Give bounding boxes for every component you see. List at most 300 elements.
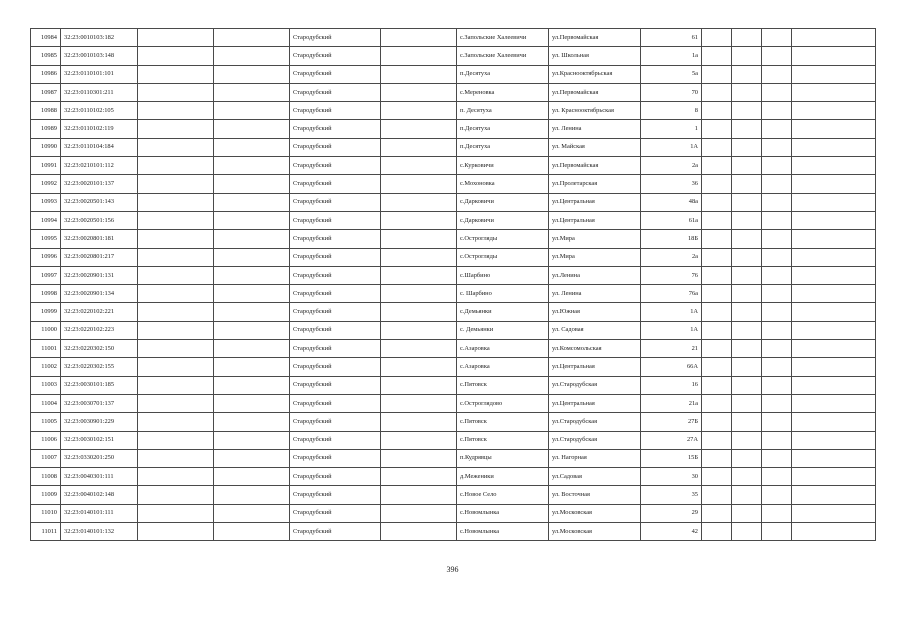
empty-cell xyxy=(214,65,290,83)
empty-cell xyxy=(732,138,762,156)
table-row xyxy=(31,431,876,449)
empty-cell xyxy=(792,193,876,211)
district-cell: Стародубский xyxy=(290,523,381,541)
empty-cell xyxy=(702,138,732,156)
empty-cell xyxy=(792,157,876,175)
house-number-cell: 61а xyxy=(641,211,702,229)
table-row xyxy=(31,321,876,339)
street-cell: ул.Первомайская xyxy=(549,83,641,101)
empty-cell xyxy=(381,413,457,431)
house-number-cell: 5а xyxy=(641,65,702,83)
empty-cell xyxy=(762,285,792,303)
empty-cell xyxy=(792,120,876,138)
empty-cell xyxy=(138,376,214,394)
empty-cell xyxy=(792,431,876,449)
street-cell: ул. Ленина xyxy=(549,120,641,138)
locality-cell: с.Острогляды xyxy=(457,248,549,266)
table-row xyxy=(31,376,876,394)
empty-cell xyxy=(732,413,762,431)
record-number-cell: 10985 xyxy=(31,47,61,65)
district-cell: Стародубский xyxy=(290,211,381,229)
district-cell: Стародубский xyxy=(290,102,381,120)
empty-cell xyxy=(762,358,792,376)
empty-cell xyxy=(732,193,762,211)
empty-cell xyxy=(732,376,762,394)
empty-cell xyxy=(762,83,792,101)
record-number-cell: 10994 xyxy=(31,211,61,229)
empty-cell xyxy=(732,431,762,449)
street-cell: ул.Комсомольская xyxy=(549,340,641,358)
record-number-cell: 11000 xyxy=(31,321,61,339)
empty-cell xyxy=(762,211,792,229)
district-cell: Стародубский xyxy=(290,138,381,156)
record-number-cell: 11010 xyxy=(31,504,61,522)
empty-cell xyxy=(762,376,792,394)
empty-cell xyxy=(792,449,876,467)
empty-cell xyxy=(381,138,457,156)
record-number-cell: 10992 xyxy=(31,175,61,193)
house-number-cell: 2а xyxy=(641,157,702,175)
empty-cell xyxy=(732,321,762,339)
record-number-cell: 11002 xyxy=(31,358,61,376)
house-number-cell: 21 xyxy=(641,340,702,358)
cadastral-number-cell: 32:23:0040301:111 xyxy=(61,468,138,486)
empty-cell xyxy=(138,394,214,412)
table-row xyxy=(31,486,876,504)
empty-cell xyxy=(381,504,457,522)
empty-cell xyxy=(732,65,762,83)
cadastral-number-cell: 32:23:0110301:211 xyxy=(61,83,138,101)
house-number-cell: 76 xyxy=(641,266,702,284)
record-number-cell: 10989 xyxy=(31,120,61,138)
cadastral-number-cell: 32:23:0140101:132 xyxy=(61,523,138,541)
cadastral-number-cell: 32:23:0110104:184 xyxy=(61,138,138,156)
record-number-cell: 11001 xyxy=(31,340,61,358)
house-number-cell: 18Б xyxy=(641,230,702,248)
table-row xyxy=(31,157,876,175)
empty-cell xyxy=(214,193,290,211)
empty-cell xyxy=(702,102,732,120)
record-number-cell: 10995 xyxy=(31,230,61,248)
empty-cell xyxy=(762,175,792,193)
empty-cell xyxy=(732,248,762,266)
locality-cell: п.Кудрявцы xyxy=(457,449,549,467)
locality-cell: с.Запольские Халеевичи xyxy=(457,47,549,65)
empty-cell xyxy=(732,303,762,321)
district-cell: Стародубский xyxy=(290,358,381,376)
empty-cell xyxy=(214,175,290,193)
empty-cell xyxy=(381,358,457,376)
empty-cell xyxy=(762,504,792,522)
empty-cell xyxy=(138,285,214,303)
table-row xyxy=(31,449,876,467)
empty-cell xyxy=(381,211,457,229)
house-number-cell: 16 xyxy=(641,376,702,394)
record-number-cell: 10987 xyxy=(31,83,61,101)
empty-cell xyxy=(381,102,457,120)
locality-cell: с.Мохоновка xyxy=(457,175,549,193)
cadastral-number-cell: 32:23:0110101:101 xyxy=(61,65,138,83)
empty-cell xyxy=(732,157,762,175)
empty-cell xyxy=(138,29,214,47)
house-number-cell: 36 xyxy=(641,175,702,193)
empty-cell xyxy=(732,29,762,47)
locality-cell: п.Десятуха xyxy=(457,65,549,83)
table-row xyxy=(31,65,876,83)
empty-cell xyxy=(702,303,732,321)
empty-cell xyxy=(792,394,876,412)
house-number-cell: 1А xyxy=(641,138,702,156)
cadastral-number-cell: 32:23:0220102:223 xyxy=(61,321,138,339)
empty-cell xyxy=(702,193,732,211)
empty-cell xyxy=(214,486,290,504)
empty-cell xyxy=(792,376,876,394)
empty-cell xyxy=(702,321,732,339)
cadastral-number-cell: 32:23:0010103:148 xyxy=(61,47,138,65)
empty-cell xyxy=(732,504,762,522)
empty-cell xyxy=(381,266,457,284)
locality-cell: с.Новое Село xyxy=(457,486,549,504)
record-number-cell: 10999 xyxy=(31,303,61,321)
empty-cell xyxy=(138,340,214,358)
street-cell: ул.Мира xyxy=(549,248,641,266)
house-number-cell: 76а xyxy=(641,285,702,303)
empty-cell xyxy=(732,175,762,193)
empty-cell xyxy=(702,29,732,47)
cadastral-number-cell: 32:23:0140101:111 xyxy=(61,504,138,522)
empty-cell xyxy=(732,102,762,120)
street-cell: ул.Ленина xyxy=(549,266,641,284)
house-number-cell: 42 xyxy=(641,523,702,541)
street-cell: ул.Московская xyxy=(549,504,641,522)
record-number-cell: 10998 xyxy=(31,285,61,303)
empty-cell xyxy=(792,83,876,101)
cadastral-number-cell: 32:23:0020501:156 xyxy=(61,211,138,229)
empty-cell xyxy=(762,523,792,541)
locality-cell: п. Десятуха xyxy=(457,102,549,120)
table-row xyxy=(31,102,876,120)
street-cell: ул.Стародубская xyxy=(549,413,641,431)
cadastral-number-cell: 32:23:0030102:151 xyxy=(61,431,138,449)
empty-cell xyxy=(214,230,290,248)
street-cell: ул.Стародубская xyxy=(549,431,641,449)
street-cell: ул. Школьная xyxy=(549,47,641,65)
empty-cell xyxy=(732,266,762,284)
empty-cell xyxy=(138,504,214,522)
house-number-cell: 21а xyxy=(641,394,702,412)
empty-cell xyxy=(762,340,792,358)
empty-cell xyxy=(792,266,876,284)
empty-cell xyxy=(732,394,762,412)
empty-cell xyxy=(214,157,290,175)
empty-cell xyxy=(381,47,457,65)
street-cell: ул.Краснооктябрьская xyxy=(549,65,641,83)
empty-cell xyxy=(138,47,214,65)
empty-cell xyxy=(732,120,762,138)
locality-cell: с.Дарковичи xyxy=(457,211,549,229)
record-number-cell: 10984 xyxy=(31,29,61,47)
table-row xyxy=(31,138,876,156)
house-number-cell: 29 xyxy=(641,504,702,522)
empty-cell xyxy=(138,303,214,321)
record-number-cell: 11005 xyxy=(31,413,61,431)
empty-cell xyxy=(381,285,457,303)
empty-cell xyxy=(762,102,792,120)
table-row xyxy=(31,303,876,321)
empty-cell xyxy=(792,523,876,541)
locality-cell: с.Острогляды xyxy=(457,230,549,248)
cadastral-number-cell: 32:23:0020801:181 xyxy=(61,230,138,248)
empty-cell xyxy=(381,230,457,248)
registry-rows xyxy=(31,29,876,541)
cadastral-number-cell: 32:23:0110102:105 xyxy=(61,102,138,120)
empty-cell xyxy=(702,248,732,266)
house-number-cell: 8 xyxy=(641,102,702,120)
empty-cell xyxy=(702,285,732,303)
cadastral-number-cell: 32:23:0030101:185 xyxy=(61,376,138,394)
street-cell: ул.Центральная xyxy=(549,394,641,412)
record-number-cell: 10996 xyxy=(31,248,61,266)
record-number-cell: 11003 xyxy=(31,376,61,394)
district-cell: Стародубский xyxy=(290,248,381,266)
empty-cell xyxy=(138,266,214,284)
cadastral-number-cell: 32:23:0220302:150 xyxy=(61,340,138,358)
empty-cell xyxy=(792,65,876,83)
empty-cell xyxy=(381,340,457,358)
table-row xyxy=(31,175,876,193)
district-cell: Стародубский xyxy=(290,157,381,175)
table-row xyxy=(31,266,876,284)
empty-cell xyxy=(214,340,290,358)
empty-cell xyxy=(702,358,732,376)
street-cell: ул.Первомайская xyxy=(549,157,641,175)
empty-cell xyxy=(381,303,457,321)
street-cell: ул.Центральная xyxy=(549,193,641,211)
empty-cell xyxy=(702,523,732,541)
house-number-cell: 35 xyxy=(641,486,702,504)
district-cell: Стародубский xyxy=(290,175,381,193)
table-row xyxy=(31,285,876,303)
table-row xyxy=(31,248,876,266)
locality-cell: с.Запольские Халеевичи xyxy=(457,29,549,47)
empty-cell xyxy=(214,468,290,486)
house-number-cell: 1А xyxy=(641,321,702,339)
empty-cell xyxy=(214,83,290,101)
empty-cell xyxy=(762,29,792,47)
empty-cell xyxy=(381,523,457,541)
empty-cell xyxy=(792,504,876,522)
empty-cell xyxy=(732,230,762,248)
district-cell: Стародубский xyxy=(290,486,381,504)
street-cell: ул.Первомайская xyxy=(549,29,641,47)
district-cell: Стародубский xyxy=(290,394,381,412)
locality-cell: с.Пятовск xyxy=(457,413,549,431)
empty-cell xyxy=(792,248,876,266)
empty-cell xyxy=(702,266,732,284)
empty-cell xyxy=(702,83,732,101)
page-number: 396 xyxy=(446,565,459,574)
cadastral-number-cell: 32:23:0020101:137 xyxy=(61,175,138,193)
empty-cell xyxy=(214,394,290,412)
street-cell: ул.Пролетарская xyxy=(549,175,641,193)
empty-cell xyxy=(792,358,876,376)
cadastral-number-cell: 32:23:0330201:250 xyxy=(61,449,138,467)
table-row xyxy=(31,394,876,412)
empty-cell xyxy=(138,486,214,504)
record-number-cell: 10993 xyxy=(31,193,61,211)
district-cell: Стародубский xyxy=(290,504,381,522)
empty-cell xyxy=(214,47,290,65)
street-cell: ул. Восточная xyxy=(549,486,641,504)
empty-cell xyxy=(732,449,762,467)
empty-cell xyxy=(381,394,457,412)
empty-cell xyxy=(732,468,762,486)
empty-cell xyxy=(792,285,876,303)
empty-cell xyxy=(214,504,290,522)
empty-cell xyxy=(381,157,457,175)
empty-cell xyxy=(792,211,876,229)
empty-cell xyxy=(214,523,290,541)
empty-cell xyxy=(702,120,732,138)
empty-cell xyxy=(792,102,876,120)
district-cell: Стародубский xyxy=(290,340,381,358)
empty-cell xyxy=(702,230,732,248)
empty-cell xyxy=(762,468,792,486)
empty-cell xyxy=(762,449,792,467)
record-number-cell: 10988 xyxy=(31,102,61,120)
district-cell: Стародубский xyxy=(290,266,381,284)
empty-cell xyxy=(732,285,762,303)
locality-cell: с.Азаровка xyxy=(457,358,549,376)
empty-cell xyxy=(762,138,792,156)
empty-cell xyxy=(381,29,457,47)
empty-cell xyxy=(732,340,762,358)
empty-cell xyxy=(762,248,792,266)
empty-cell xyxy=(702,413,732,431)
empty-cell xyxy=(214,321,290,339)
record-number-cell: 11011 xyxy=(31,523,61,541)
district-cell: Стародубский xyxy=(290,413,381,431)
empty-cell xyxy=(762,157,792,175)
empty-cell xyxy=(792,47,876,65)
district-cell: Стародубский xyxy=(290,193,381,211)
empty-cell xyxy=(762,120,792,138)
empty-cell xyxy=(214,138,290,156)
locality-cell: с.Новомлынка xyxy=(457,523,549,541)
house-number-cell: 27А xyxy=(641,431,702,449)
empty-cell xyxy=(138,449,214,467)
house-number-cell: 1А xyxy=(641,303,702,321)
empty-cell xyxy=(138,102,214,120)
table-row xyxy=(31,83,876,101)
empty-cell xyxy=(732,486,762,504)
empty-cell xyxy=(214,29,290,47)
record-number-cell: 10997 xyxy=(31,266,61,284)
locality-cell: с.Новомлынка xyxy=(457,504,549,522)
table-row xyxy=(31,211,876,229)
record-number-cell: 10986 xyxy=(31,65,61,83)
empty-cell xyxy=(214,449,290,467)
locality-cell: п.Десятуха xyxy=(457,138,549,156)
cadastral-number-cell: 32:23:0020801:217 xyxy=(61,248,138,266)
empty-cell xyxy=(138,175,214,193)
empty-cell xyxy=(792,175,876,193)
empty-cell xyxy=(792,303,876,321)
house-number-cell: 1а xyxy=(641,47,702,65)
empty-cell xyxy=(381,193,457,211)
locality-cell: д.Меженики xyxy=(457,468,549,486)
street-cell: ул.Центральная xyxy=(549,211,641,229)
record-number-cell: 11006 xyxy=(31,431,61,449)
empty-cell xyxy=(762,321,792,339)
house-number-cell: 30 xyxy=(641,468,702,486)
empty-cell xyxy=(214,266,290,284)
house-number-cell: 15Б xyxy=(641,449,702,467)
district-cell: Стародубский xyxy=(290,431,381,449)
empty-cell xyxy=(702,376,732,394)
cadastral-number-cell: 32:23:0020901:134 xyxy=(61,285,138,303)
empty-cell xyxy=(762,266,792,284)
locality-cell: с.Шарбино xyxy=(457,266,549,284)
empty-cell xyxy=(138,230,214,248)
street-cell: ул.Южная xyxy=(549,303,641,321)
street-cell: ул. Краснооктябрьская xyxy=(549,102,641,120)
table-row xyxy=(31,340,876,358)
empty-cell xyxy=(702,175,732,193)
empty-cell xyxy=(381,431,457,449)
locality-cell: с.Пятовск xyxy=(457,431,549,449)
district-cell: Стародубский xyxy=(290,376,381,394)
empty-cell xyxy=(792,230,876,248)
empty-cell xyxy=(214,120,290,138)
empty-cell xyxy=(381,468,457,486)
empty-cell xyxy=(702,65,732,83)
empty-cell xyxy=(702,504,732,522)
empty-cell xyxy=(138,157,214,175)
empty-cell xyxy=(732,523,762,541)
table-row xyxy=(31,523,876,541)
house-number-cell: 61 xyxy=(641,29,702,47)
empty-cell xyxy=(138,248,214,266)
empty-cell xyxy=(702,486,732,504)
empty-cell xyxy=(138,468,214,486)
empty-cell xyxy=(732,83,762,101)
empty-cell xyxy=(702,468,732,486)
empty-cell xyxy=(792,413,876,431)
registry-table xyxy=(30,28,876,541)
street-cell: ул. Ленина xyxy=(549,285,641,303)
cadastral-number-cell: 32:23:0110102:119 xyxy=(61,120,138,138)
empty-cell xyxy=(381,120,457,138)
empty-cell xyxy=(381,376,457,394)
empty-cell xyxy=(792,29,876,47)
empty-cell xyxy=(381,248,457,266)
district-cell: Стародубский xyxy=(290,449,381,467)
street-cell: ул.Стародубская xyxy=(549,376,641,394)
empty-cell xyxy=(214,431,290,449)
house-number-cell: 27Б xyxy=(641,413,702,431)
street-cell: ул.Мира xyxy=(549,230,641,248)
table-row xyxy=(31,120,876,138)
district-cell: Стародубский xyxy=(290,468,381,486)
empty-cell xyxy=(732,47,762,65)
table-row xyxy=(31,193,876,211)
empty-cell xyxy=(792,321,876,339)
empty-cell xyxy=(214,248,290,266)
district-cell: Стародубский xyxy=(290,29,381,47)
empty-cell xyxy=(702,394,732,412)
empty-cell xyxy=(138,138,214,156)
